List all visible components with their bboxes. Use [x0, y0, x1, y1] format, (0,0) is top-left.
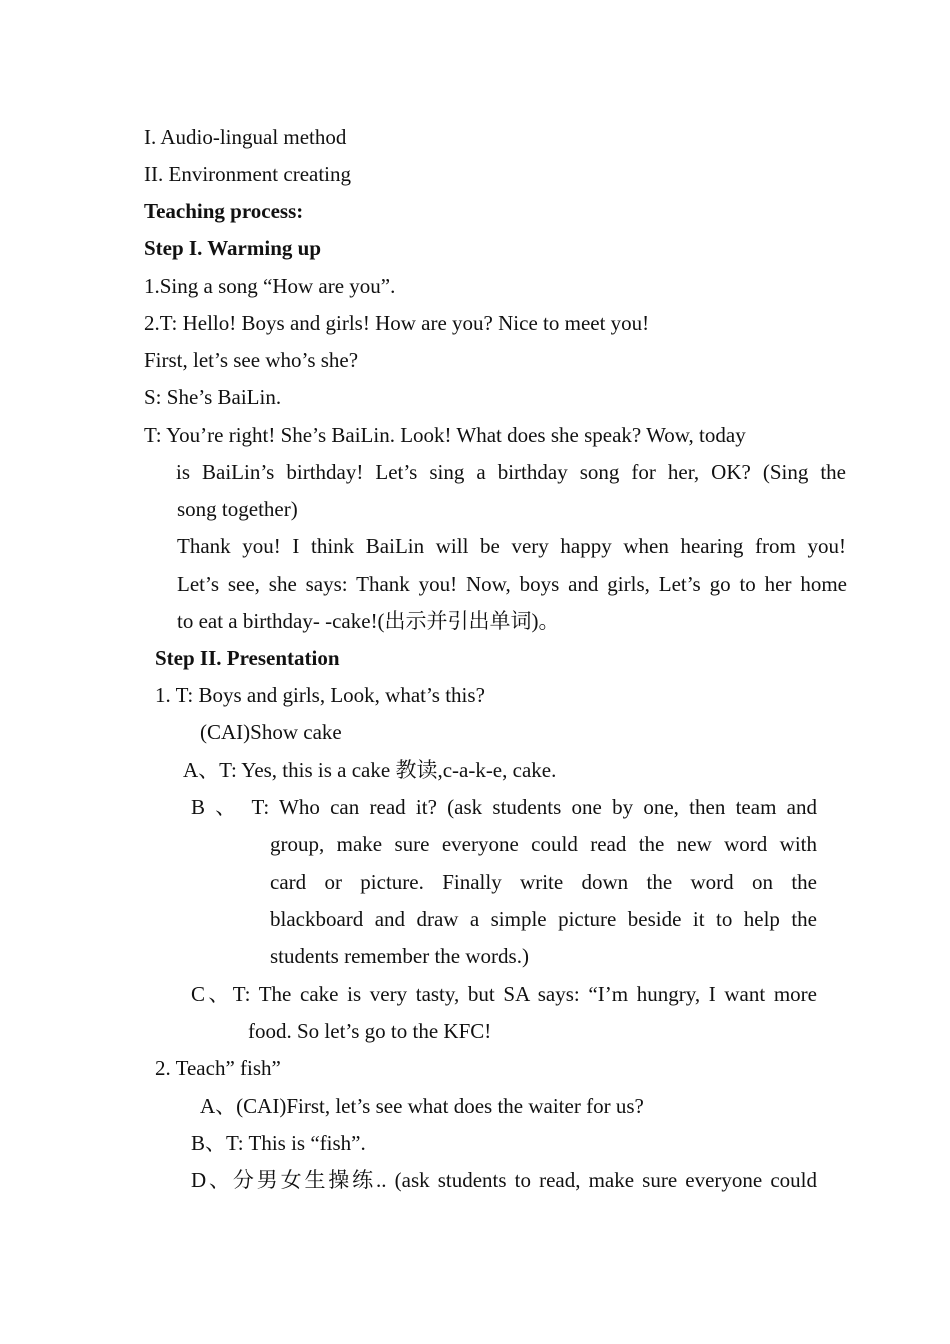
step2-line: 1. T: Boys and girls, Look, what’s this?: [155, 683, 485, 707]
method-2: II. Environment creating: [144, 162, 352, 186]
step1-line: song together): [177, 497, 298, 521]
teaching-process-heading: Teaching process:: [144, 199, 304, 223]
step2-line: 2. Teach” fish”: [155, 1056, 281, 1080]
step2-line: D、分男女生操练.. (ask students to read, make sure everyone could: [191, 1168, 817, 1192]
step1-line: First, let’s see who’s she?: [144, 348, 359, 372]
step2-line: B 、 T: Who can read it? (ask students one by one, then team and: [191, 795, 817, 819]
step2-line: A、T: Yes, this is a cake 教读,c-a-k-e, cake.: [183, 758, 557, 782]
step1-line: 1.Sing a song “How are you”.: [144, 274, 396, 298]
step1-line: Thank you! I think BaiLin will be very happy when hearing from you!: [177, 534, 846, 558]
step2-heading: Step II. Presentation: [155, 646, 340, 670]
step1-line: Let’s see, she says: Thank you! Now, boys and girls, Let’s go to her home: [177, 572, 847, 596]
step2-line: food. So let’s go to the KFC!: [248, 1019, 492, 1043]
step2-line: A、(CAI)First, let’s see what does the waiter for us?: [200, 1094, 644, 1118]
step1-line: to eat a birthday- -cake!(出示并引出单词)。: [177, 609, 560, 633]
step2-line: blackboard and draw a simple picture beside it to help the: [270, 907, 817, 931]
step2-line: B、T: This is “fish”.: [191, 1131, 366, 1155]
step2-line: students remember the words.): [270, 944, 529, 968]
step1-heading: Step I. Warming up: [144, 236, 321, 260]
step1-line: is BaiLin’s birthday! Let’s sing a birthday song for her, OK? (Sing the: [176, 460, 846, 484]
step2-line: group, make sure everyone could read the new word with: [270, 832, 817, 856]
step1-line: S: She’s BaiLin.: [144, 385, 282, 409]
step2-line: card or picture. Finally write down the word on the: [270, 870, 817, 894]
step2-line: (CAI)Show cake: [200, 720, 342, 744]
step1-line: 2.T: Hello! Boys and girls! How are you? Nice to meet you!: [144, 311, 650, 335]
step2-line: C、T: The cake is very tasty, but SA says: “I’m hungry, I want more: [191, 982, 817, 1006]
step1-line: T: You’re right! She’s BaiLin. Look! What does she speak? Wow, today: [144, 423, 746, 447]
method-1: I. Audio-lingual method: [144, 125, 347, 149]
